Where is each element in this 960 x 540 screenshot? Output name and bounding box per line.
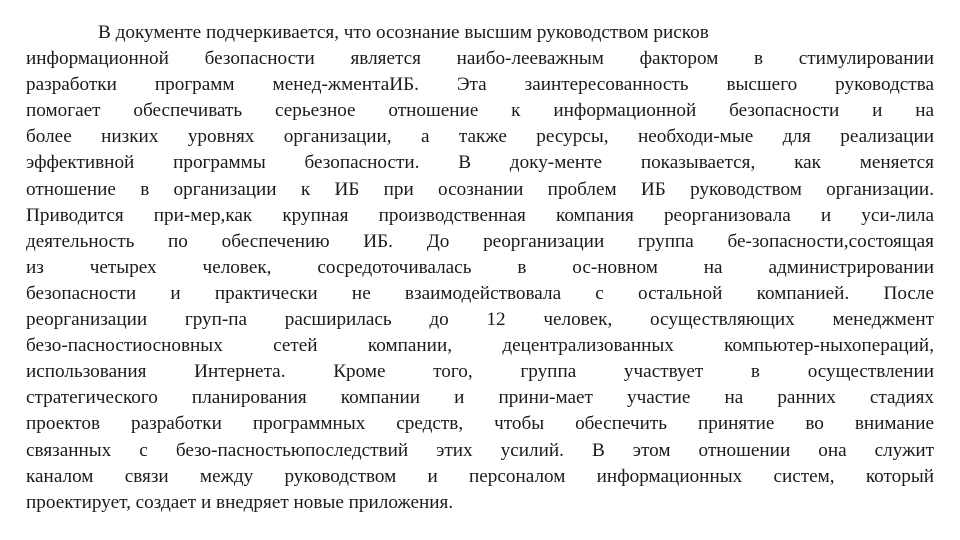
paragraph-line-15: стратегического планирования компании и прини-мает участие на ранних стадиях	[26, 387, 934, 409]
paragraph-line-12: реорганизации груп-па расширилась до 12 человек, осуществляющих менеджмент	[26, 309, 934, 331]
paragraph-line-14: использования Интернета. Кроме того, группа участвует в осуществлении	[26, 361, 934, 383]
paragraph-line-19: проектирует, создает и внедряет новые приложения.	[26, 491, 454, 513]
paragraph-line-13: безо-пасностиосновных сетей компании, децентрализованных компьютер-ныхопераций,	[26, 335, 934, 357]
paragraph-line-11: безопасности и практически не взаимодействовала с остальной компанией. После	[26, 282, 934, 304]
paragraph-line-5: более низких уровнях организации, а также ресурсы, необходи-мые для реализации	[26, 126, 934, 148]
paragraph-line-18: каналом связи между руководством и персоналом информационных систем, который	[26, 465, 934, 487]
paragraph-line-10: из четырех человек, сосредоточивалась в ос-новном на администрировании	[26, 256, 934, 278]
paragraph-line-4: помогает обеспечивать серьезное отношение к информационной безопасности и на	[26, 100, 934, 122]
body-paragraph	[26, 20, 934, 516]
paragraph-line-6: эффективной программы безопасности. В доку-менте показывается, как меняется	[26, 152, 934, 174]
paragraph-line-3: разработки программ менед-жментаИБ. Эта заинтересованность высшего руководства	[26, 74, 934, 96]
paragraph-line-16: проектов разработки программных средств, чтобы обеспечить принятие во внимание	[26, 413, 934, 435]
paragraph-line-7: отношение в организации к ИБ при осознании проблем ИБ руководством организации.	[26, 178, 934, 200]
paragraph-line-8: Приводится при-мер,как крупная производственная компания реорганизовала и уси-лила	[26, 204, 934, 226]
paragraph-line-17: связанных с безо-пасностьюпоследствий этих усилий. В этом отношении она служит	[26, 439, 934, 461]
paragraph-line-1: В документе подчеркивается, что осознание высшим руководством рисков	[98, 22, 709, 43]
paragraph-line-2: информационной безопасности является наибо-лееважным фактором в стимулировании	[26, 48, 934, 70]
paragraph-line-9: деятельность по обеспечению ИБ. До реорганизации группа бе-зопасности,состоящая	[26, 230, 934, 252]
